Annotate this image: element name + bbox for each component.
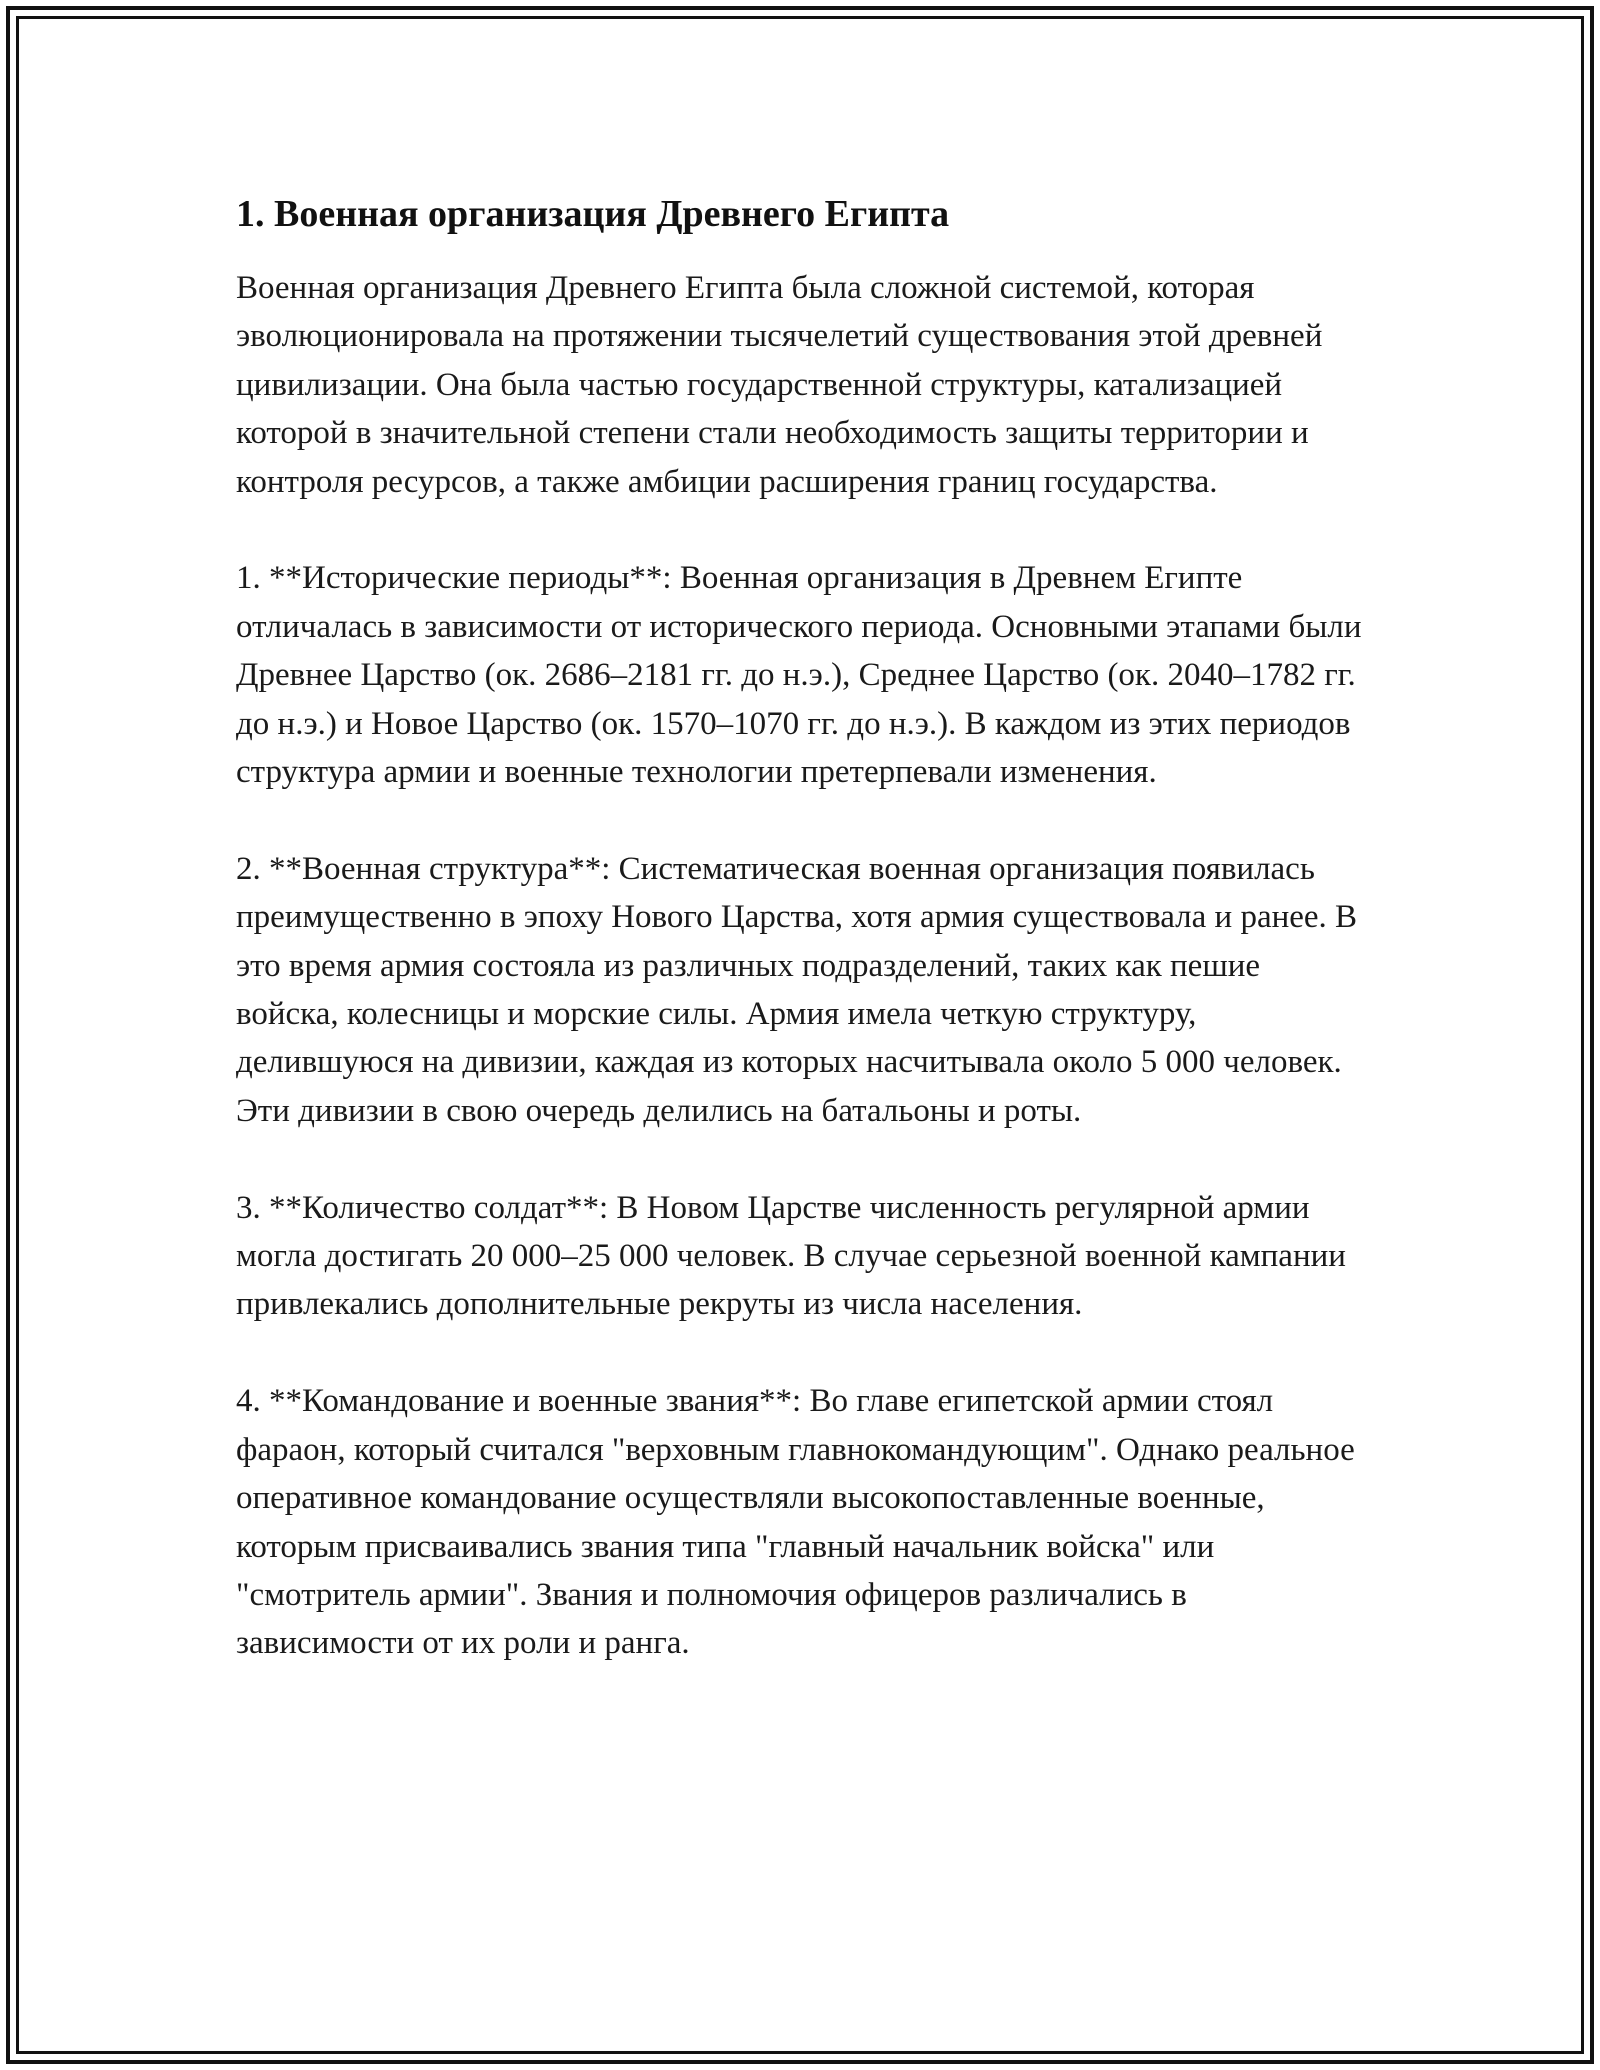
intro-paragraph: Военная организация Древнего Египта была сложной системой, которая эволюционировала на протяжении тысячелетий существования этой древней цивилизации. Она была частью государственной структуры, катализацией которой в значительной степени стали необходимость защиты территории и контроля ресурсов, а также амбиции расширения границ государства. <box>236 270 1323 500</box>
paragraph-historical-periods: 1. **Исторические периоды**: Военная организация в Древнем Египте отличалась в зависимости от исторического периода. Основными этапами были Древнее Царство (ок. 2686–2181 гг. до н.э.), Среднее Царство (ок. 2040–1782 гг. до н.э.) и Новое Царство (ок. 1570–1070 гг. до н.э.). В каждом из этих периодов структура армии и военные технологии претерпевали изменения. <box>236 560 1362 791</box>
document-body <box>236 190 1366 1716</box>
section-heading: 1. Военная организация Древнего Египта <box>236 193 950 235</box>
paragraph-number-of-soldiers: 3. **Количество солдат**: В Новом Царстве численность регулярной армии могла достигать 20 000–25 000 человек. В случае серьезной военной кампании привлекались дополнительные рекруты из числа населения. <box>236 1189 1346 1323</box>
paragraph-military-structure: 2. **Военная структура**: Систематическая военная организация появилась преимущественно в эпоху Нового Царства, хотя армия существовала и ранее. В это время армия состояла из различных подразделений, таких как пешие войска, колесницы и морские силы. Армия имела четкую структуру, делившуюся на дивизии, каждая из которых насчитывала около 5 000 человек. Эти дивизии в свою очередь делились на батальоны и роты. <box>236 850 1358 1129</box>
paragraph-command-and-ranks: 4. **Командование и военные звания**: Во главе египетской армии стоял фараон, который считался "верховным главнокомандующим". Однако реальное оперативное командование осуществляли высокопоставленные военные, которым присваивались звания типа "главный начальник войска" или "смотритель армии". Звания и полномочия офицеров различались в зависимости от их роли и ранга. <box>236 1383 1355 1662</box>
